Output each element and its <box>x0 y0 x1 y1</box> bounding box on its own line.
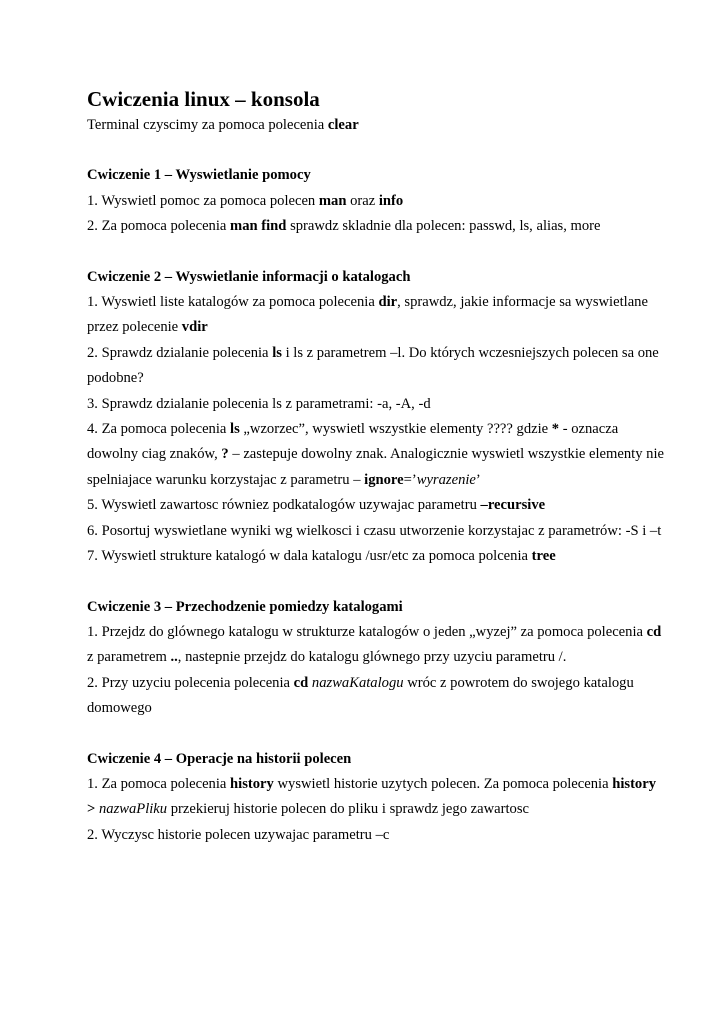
italic-text-run: wyrazenie <box>416 471 476 488</box>
text-run: z parametrem <box>87 649 171 666</box>
exercise-section <box>87 265 664 570</box>
italic-text-run: nazwaPliku <box>98 801 168 818</box>
bold-text-run: ls <box>230 421 240 438</box>
text-run: 2. Za pomoca polecenia <box>87 218 231 235</box>
exercise-task <box>87 290 664 341</box>
text-run: oraz <box>346 192 379 209</box>
text-run: 2. Wyczysc historie polecen uzywajac parametru –c <box>87 826 390 843</box>
text-run: , sprawdz, jakie informacje sa wyswietlane przez polecenie <box>87 294 648 336</box>
text-run: 1. Za pomoca polecenia <box>87 775 231 792</box>
text-run: i ls z parametrem –l. Do których wczesniejszych polecen sa one podobne? <box>87 344 659 387</box>
text-run: =’ <box>403 471 417 488</box>
bold-text-run: history <box>230 775 274 792</box>
text-run: 2. Sprawdz dzialanie polecenia <box>87 344 273 361</box>
bold-text-run: .. <box>170 649 178 666</box>
bold-text-run: man <box>318 192 347 209</box>
text-run: sprawdz skladnie dla polecen: passwd, ls, alias, more <box>286 218 601 235</box>
bold-text-run: man find <box>230 218 287 235</box>
text-run: 6. Posortuj wyswietlane wyniki wg wielkosci i czasu utworzenie korzystajac z parametrów: -S i –t <box>87 522 662 539</box>
bold-text-run: info <box>378 192 404 209</box>
exercise-section <box>87 595 664 722</box>
bold-text-run: ? <box>221 446 229 463</box>
exercise-task <box>87 417 664 493</box>
bold-text-run: cd <box>293 674 309 691</box>
exercise-task <box>87 823 664 848</box>
italic-text-run: nazwaKatalogu <box>311 674 404 691</box>
text-run: „wzorzec”, wyswietl wszystkie elementy ???? gdzie <box>239 421 552 438</box>
bold-text-run: dir <box>378 294 398 311</box>
text-run: - oznacza dowolny ciag znaków, <box>87 421 619 463</box>
exercise-heading: Cwiczenie 4 – Operacje na historii polecen <box>87 750 352 767</box>
exercise-task <box>87 671 664 722</box>
bold-text-run: cd <box>646 623 662 640</box>
bold-text-run: tree <box>531 548 556 565</box>
text-run: 7. Wyswietl strukture katalogó w dala katalogu /usr/etc za pomoca polcenia <box>87 548 532 565</box>
text-run: 5. Wyswietl zawartosc równiez podkatalogów uzywajac parametru <box>87 497 481 514</box>
text-run: , nastepnie przejdz do katalogu glównego przy uzyciu parametru /. <box>177 649 567 666</box>
exercise-heading: Cwiczenie 3 – Przechodzenie pomiedzy katalogami <box>87 598 403 615</box>
exercise-task <box>87 214 664 239</box>
text-run: przekieruj historie polecen do pliku i sprawdz jego zawartosc <box>167 801 529 818</box>
bold-text-run: history > <box>87 775 656 818</box>
text-run: ’ <box>475 471 481 488</box>
exercise-section <box>87 747 664 849</box>
exercise-task <box>87 772 664 823</box>
bold-text-run: –recursive <box>480 497 546 514</box>
exercise-section <box>87 163 664 239</box>
text-run: 4. Za pomoca polecenia <box>87 421 231 438</box>
bold-text-run: vdir <box>181 319 208 336</box>
exercise-task <box>87 544 664 569</box>
text-run: 2. Przy uzyciu polecenia polecenia <box>87 674 294 691</box>
exercise-task <box>87 519 664 544</box>
bold-text-run: * <box>551 421 560 438</box>
text-run: wróc z powrotem do swojego katalogu domowego <box>87 674 634 717</box>
text-run: 1. Wyswietl liste katalogów za pomoca polecenia <box>87 294 379 311</box>
bold-text-run: clear <box>327 117 359 133</box>
bold-text-run: ls <box>272 344 282 361</box>
exercise-task <box>87 341 664 392</box>
sections-container <box>87 163 664 848</box>
text-run: Terminal czyscimy za pomoca polecenia <box>87 117 328 133</box>
text-run: wyswietl historie uzytych polecen. Za pomoca polecenia <box>273 775 613 792</box>
text-run: 1. Przejdz do glównego katalogu w strukturze katalogów o jeden „wyzej” za pomoca polecenia <box>87 623 647 640</box>
exercise-task <box>87 493 664 518</box>
exercise-task <box>87 392 664 417</box>
document-title: Cwiczenia linux – konsola <box>87 87 320 111</box>
bold-text-run: ignore <box>364 471 404 488</box>
text-run: – zastepuje dowolny znak. Analogicznie wyswietl wszystkie elementy nie spelniajace warunku korzystajac z parametru – <box>87 446 664 488</box>
intro-paragraph <box>87 113 664 138</box>
text-run: 1. Wyswietl pomoc za pomoca polecen <box>87 192 319 209</box>
exercise-heading: Cwiczenie 1 – Wyswietlanie pomocy <box>87 167 311 184</box>
text-run: 3. Sprawdz dzialanie polecenia ls z parametrami: -a, -A, -d <box>87 395 431 412</box>
exercise-heading: Cwiczenie 2 – Wyswietlanie informacji o katalogach <box>87 268 411 285</box>
exercise-task <box>87 620 664 671</box>
exercise-task <box>87 189 664 214</box>
